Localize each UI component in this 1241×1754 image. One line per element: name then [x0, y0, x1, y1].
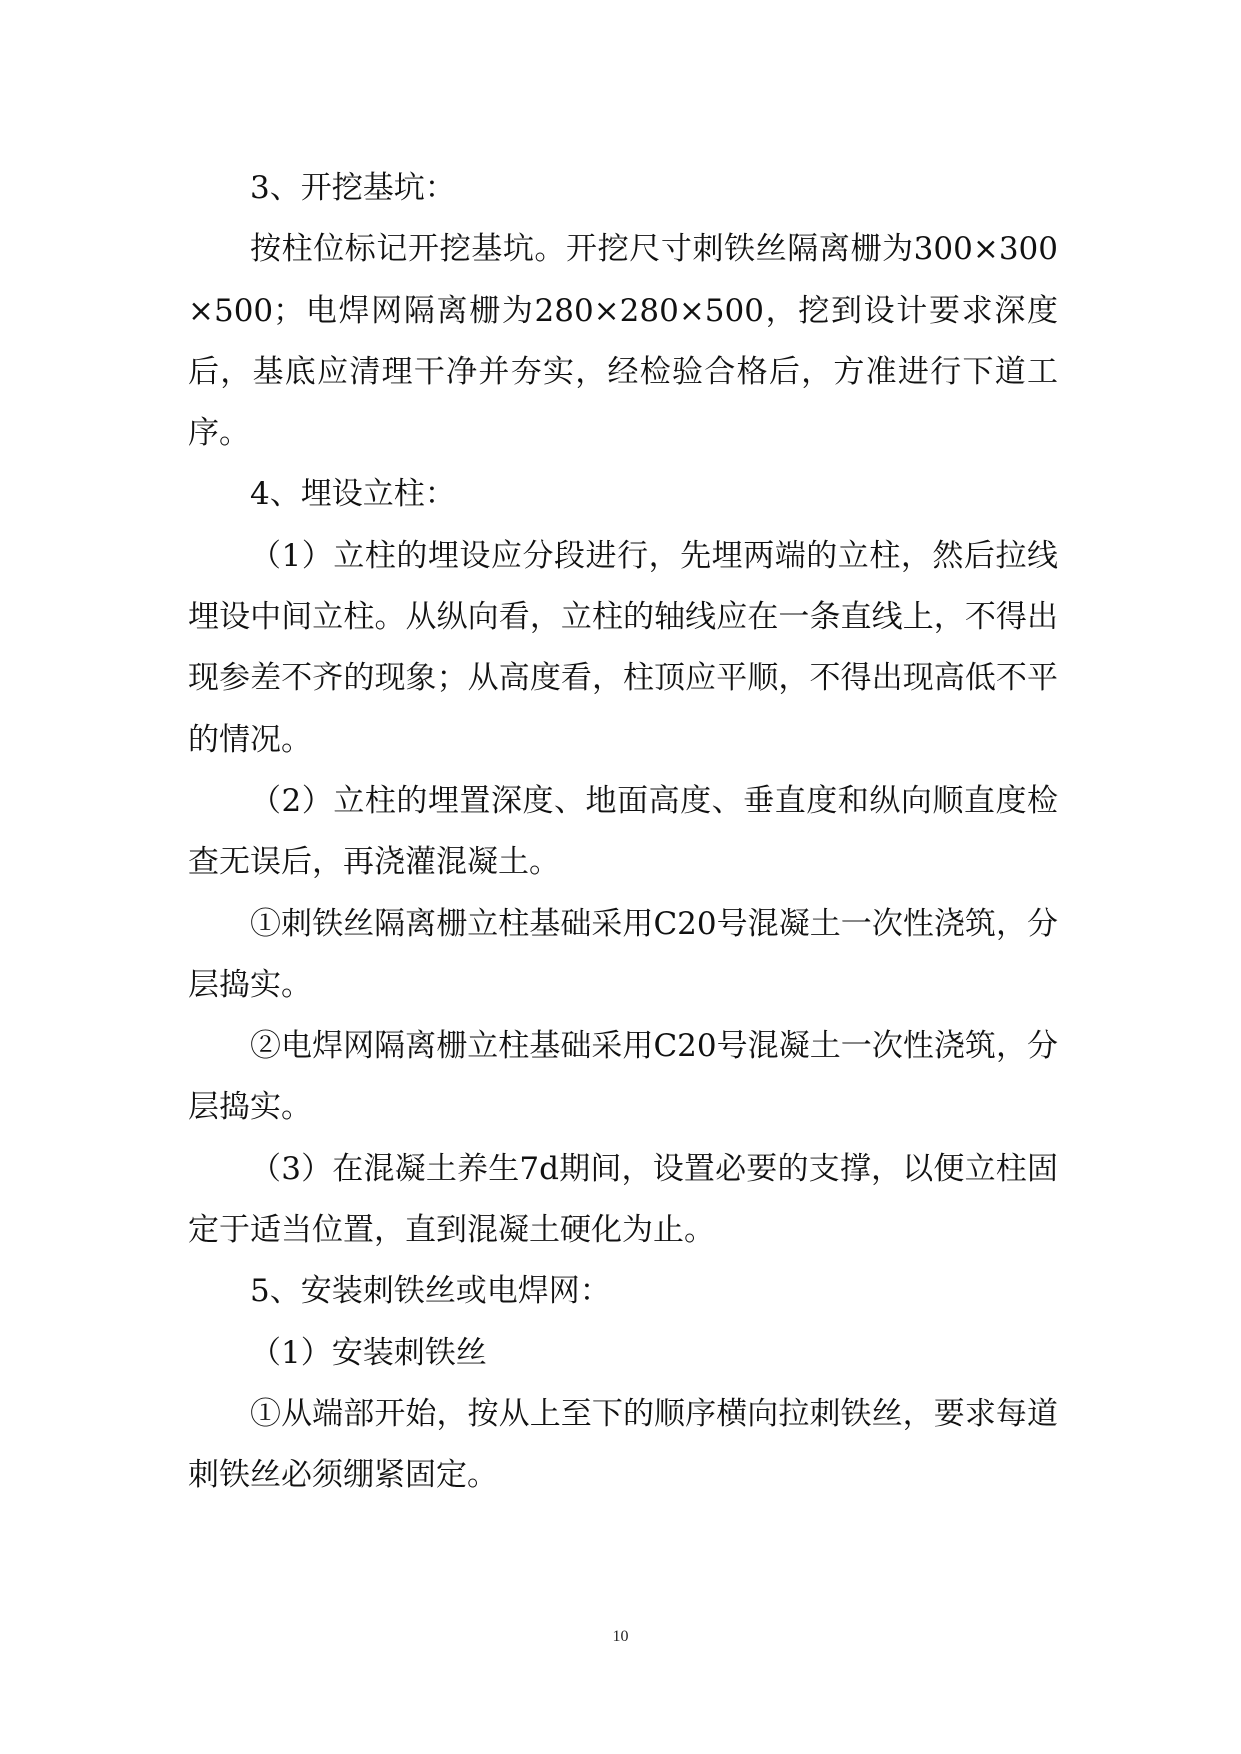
section-heading-posts: 4、埋设立柱：: [250, 476, 456, 513]
subheading-install-barbed-wire: （1）安装刺铁丝: [250, 1334, 487, 1371]
page-number: 10: [612, 1628, 629, 1645]
section-heading-installation: 5、安装刺铁丝或电焊网：: [250, 1273, 611, 1310]
paragraph-excavation: 按柱位标记开挖基坑。开挖尺寸刺铁丝隔离栅为300×300×500；电焊网隔离栅为280×280×500，挖到设计要求深度后，基底应清理干净并夯实，经检验合格后，方准进行下道工序。: [188, 231, 1058, 452]
section-heading-excavation: 3、开挖基坑：: [250, 170, 456, 206]
paragraph-posts-1: （1）立柱的埋设应分段进行，先埋两端的立柱，然后拉线埋设中间立柱。从纵向看，立柱的轴线应在一条直线上，不得出现参差不齐的现象；从高度看，柱顶应平顺，不得出现高低不平的情况。: [188, 537, 1058, 758]
paragraph-welded-mesh-foundation: ②电焊网隔离栅立柱基础采用C20号混凝土一次性浇筑，分层捣实。: [188, 1028, 1058, 1126]
paragraph-barbed-wire-foundation: ①刺铁丝隔离栅立柱基础采用C20号混凝土一次性浇筑，分层捣实。: [188, 905, 1058, 1003]
paragraph-posts-2: （2）立柱的埋置深度、地面高度、垂直度和纵向顺直度检查无误后，再浇灌混凝土。: [188, 782, 1058, 881]
paragraph-install-barbed-wire: ①从端部开始，按从上至下的顺序横向拉刺铁丝，要求每道刺铁丝必须绷紧固定。: [188, 1395, 1058, 1494]
paragraph-posts-3: （3）在混凝土养生7d期间，设置必要的支撑，以便立柱固定于适当位置，直到混凝土硬化为止。: [188, 1150, 1058, 1249]
document-body: [188, 158, 1058, 1507]
